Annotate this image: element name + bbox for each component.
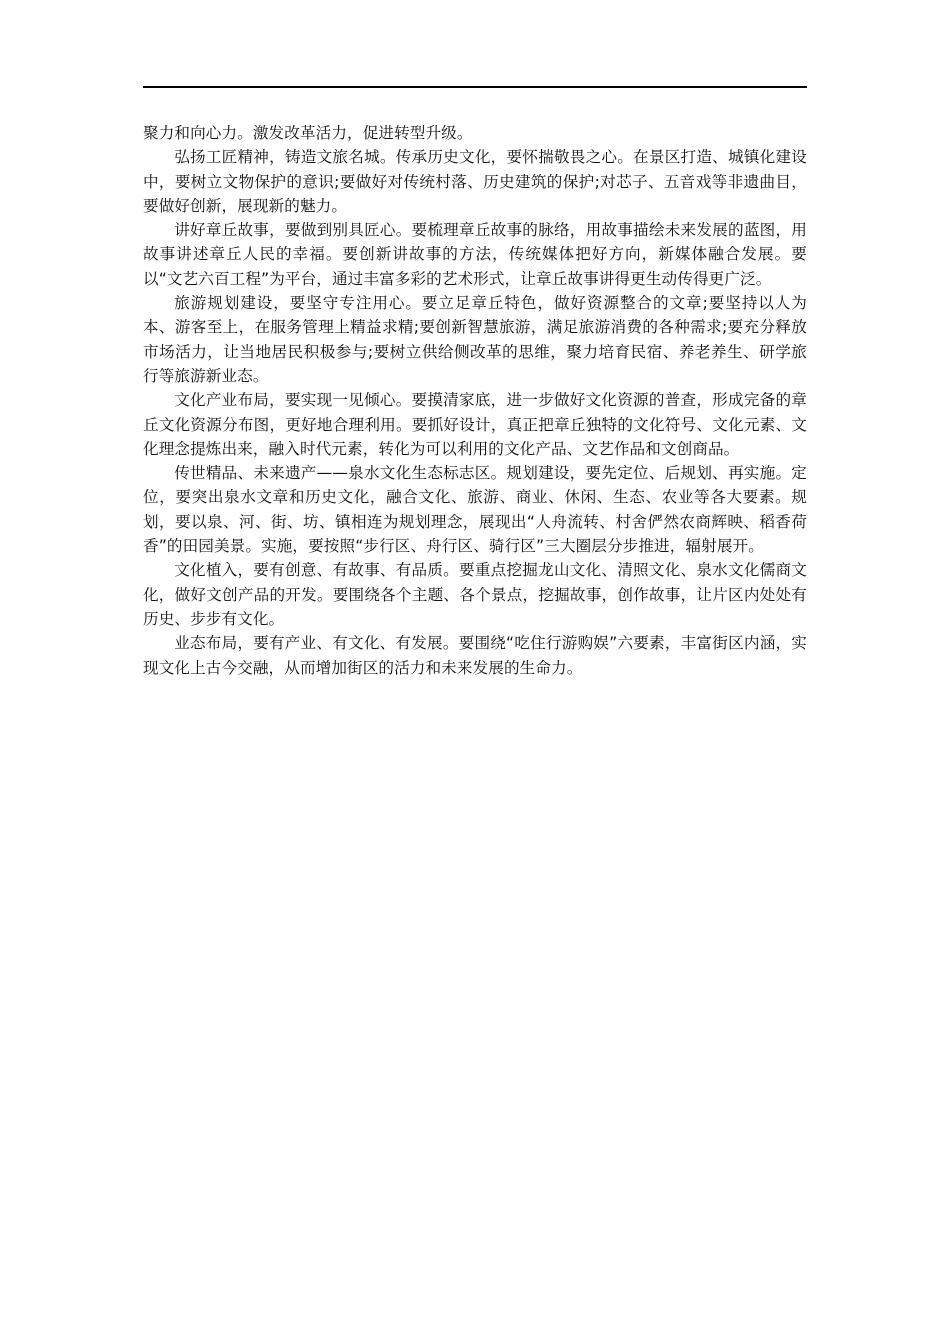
paragraph-tourism-planning: 旅游规划建设，要坚守专注用心。要立足章丘特色，做好资源整合的文章;要坚持以人为本、游客至上，在服务管理上精益求精;要创新智慧旅游，满足旅游消费的各种需求;要充分释放市场活力，让当地居民积极参与;要树立供给侧改革的思维，聚力培育民宿、养老养生、研学旅行等旅游新业态。 — [143, 294, 807, 385]
document-body — [143, 121, 807, 680]
paragraph-business-layout: 业态布局，要有产业、有文化、有发展。要围绕“吃住行游购娱”六要素，丰富街区内涵，实现文化上古今交融，从而增加街区的活力和未来发展的生命力。 — [143, 634, 807, 677]
paragraph-cultural-implant: 文化植入，要有创意、有故事、有品质。要重点挖掘龙山文化、清照文化、泉水文化儒商文化，做好文创产品的开发。要围绕各个主题、各个景点，挖掘故事，创作故事，让片区内处处有历史、步步有文化。 — [143, 561, 807, 628]
header-rule — [143, 86, 807, 88]
paragraph-continuation: 聚力和向心力。激发改革活力，促进转型升级。 — [143, 124, 473, 142]
paragraph-storytelling: 讲好章丘故事，要做到别具匠心。要梳理章丘故事的脉络，用故事描绘未来发展的蓝图，用故事讲述章丘人民的幸福。要创新讲故事的方法，传统媒体把好方向，新媒体融合发展。要以“文艺六百工程”为平台，通过丰富多彩的艺术形式，让章丘故事讲得更生动传得更广泛。 — [143, 221, 807, 288]
paragraph-cultural-industry: 文化产业布局，要实现一见倾心。要摸清家底，进一步做好文化资源的普查，形成完备的章丘文化资源分布图，更好地合理利用。要抓好设计，真正把章丘独特的文化符号、文化元素、文化理念提炼出来，融入时代元素，转化为可以利用的文化产品、文艺作品和文创商品。 — [143, 391, 807, 458]
paragraph-spring-water-zone: 传世精品、未来遗产——泉水文化生态标志区。规划建设，要先定位、后规划、再实施。定位，要突出泉水文章和历史文化，融合文化、旅游、商业、休闲、生态、农业等各大要素。规划，要以泉、河、街、坊、镇相连为规划理念，展现出“人舟流转、村舍俨然农商辉映、稻香荷香”的田园美景。实施，要按照“步行区、舟行区、骑行区”三大圈层分步推进，辐射展开。 — [143, 464, 807, 556]
paragraph-craftsmanship: 弘扬工匠精神，铸造文旅名城。传承历史文化，要怀揣敬畏之心。在景区打造、城镇化建设中，要树立文物保护的意识;要做好对传统村落、历史建筑的保护;对芯子、五音戏等非遗曲目，要做好创新，展现新的魅力。 — [143, 148, 807, 215]
